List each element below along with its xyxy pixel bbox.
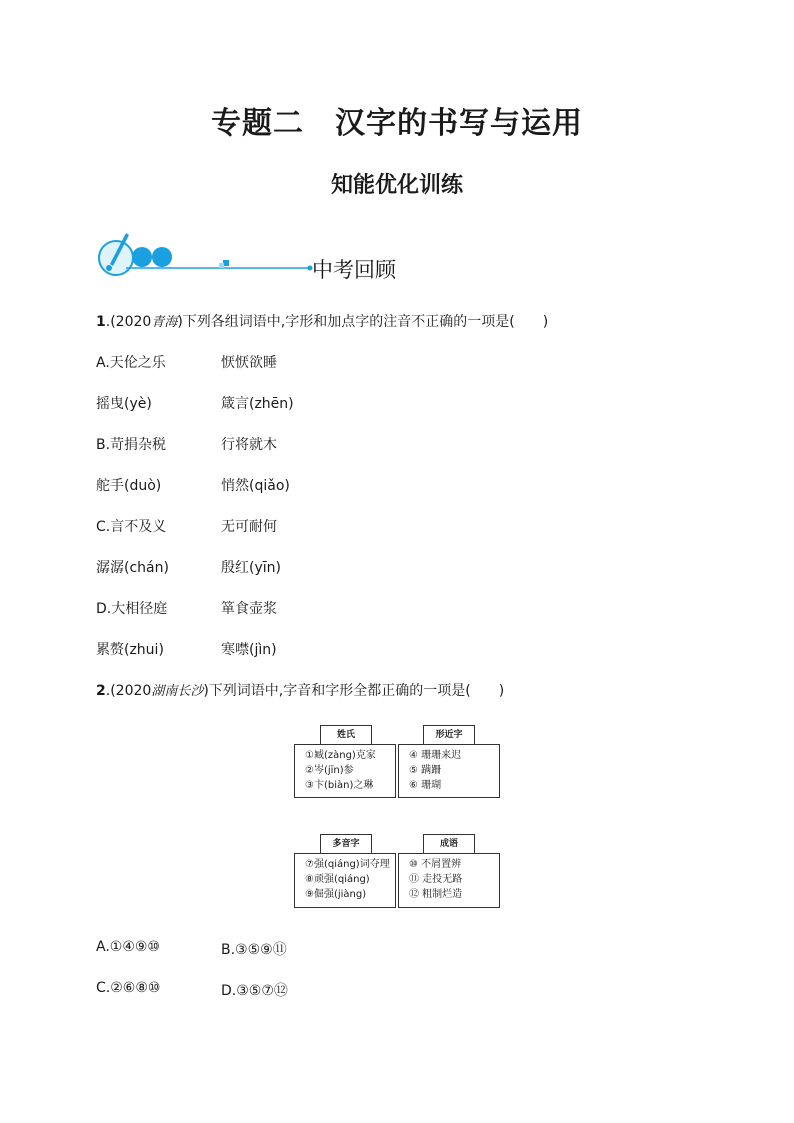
q1-option-right: 寒噤(jìn) [221, 642, 277, 658]
q1-option-left: 舵手(duò) [96, 478, 162, 494]
page-subtitle: 知能优化训练 [330, 172, 463, 198]
q2-option-right: D.③⑤⑦⑫ [221, 983, 288, 999]
q1-option-right: 箪食壶浆 [221, 601, 277, 617]
diagram-tab-idiom: 成语 [423, 834, 475, 854]
diagram-tab-similar-chars: 形近字 [423, 725, 475, 745]
question-1: 1.(2020青海)下列各组词语中,字形和加点字的注音不正确的一项是( ) [96, 314, 549, 330]
q2-option-left: A.①④⑨⑩ [96, 939, 160, 955]
q1-option-left: 累赘(zhui) [96, 642, 164, 658]
section-label: 中考回顾 [312, 258, 396, 282]
q1-option-left: 摇曳(yè) [96, 396, 152, 412]
q2-diagram [293, 722, 503, 912]
dot-icon [152, 247, 172, 267]
diagram-box-surname: ①臧(zàng)克家 ②岑(jīn)参 ③卞(biàn)之琳 [294, 744, 396, 798]
q1-option-left: B.苛捐杂税 [96, 437, 167, 453]
diagram-tab-polyphone: 多音字 [320, 834, 372, 854]
diagram-tab-surname: 姓氏 [320, 725, 372, 745]
q1-option-right: 恹恹欲睡 [221, 355, 277, 371]
page-title: 专题二 汉字的书写与运用 [211, 106, 583, 141]
q2-option-right: B.③⑤⑨⑪ [221, 942, 287, 958]
q2-option-left: C.②⑥⑧⑩ [96, 980, 161, 996]
q1-option-right: 行将就木 [221, 437, 277, 453]
q1-option-right: 箴言(zhēn) [221, 396, 294, 412]
q1-option-right: 无可耐何 [221, 519, 277, 535]
q1-option-left: A.天伦之乐 [96, 355, 166, 371]
q1-option-left: D.大相径庭 [96, 601, 168, 617]
diagram-box-idiom: ⑩ 不屑置辨 ⑪ 走投无路 ⑫ 粗制烂造 [398, 853, 500, 908]
q1-option-left: C.言不及义 [96, 519, 167, 535]
q1-option-right: 殷红(yīn) [221, 560, 281, 576]
q1-option-right: 悄然(qiǎo) [221, 478, 290, 494]
question-2: 2.(2020湖南长沙)下列词语中,字音和字形全都正确的一项是( ) [96, 683, 505, 699]
diagram-box-similar-chars: ④ 珊珊来迟 ⑤ 蹒跚 ⑥ 珊瑚 [398, 744, 500, 798]
q1-option-left: 潺潺(chán) [96, 560, 169, 576]
diagram-box-polyphone: ⑦强(qiáng)词夺理 ⑧顽强(qiáng) ⑨倔强(jiàng) [294, 853, 396, 908]
dot-icon [132, 247, 152, 267]
